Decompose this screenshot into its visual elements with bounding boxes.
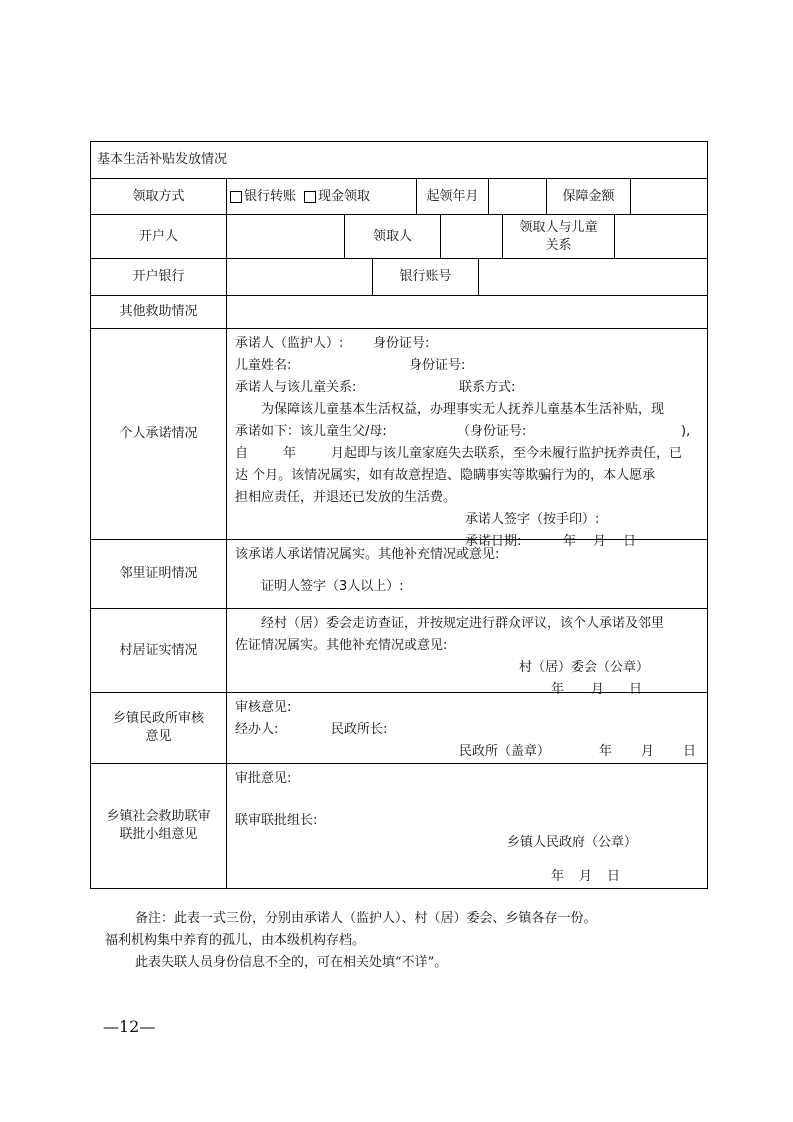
village-seal: 村（居）委会（公章）: [519, 660, 650, 675]
relation-label-line1: 领取人与儿童: [519, 219, 598, 235]
village-p2: 佐证情况属实。其他补充情况或意见:: [235, 638, 448, 653]
civil-label: [91, 693, 227, 763]
page-number: —12—: [103, 1017, 156, 1036]
pledge-p3-a: 自: [235, 446, 249, 461]
pledge-row: [91, 329, 707, 549]
method-row: [91, 179, 707, 215]
note-3: 此表失联人员身份信息不全的，可在相关处填“不详”。: [135, 955, 448, 970]
joint-year: 年: [551, 869, 565, 884]
joint-seal: 乡镇人民政府（公章）: [507, 835, 638, 850]
relation-label: [503, 215, 615, 258]
pledge-date-day: 日: [623, 534, 637, 549]
neighbor-sign: 证明人签字（3人以上）:: [261, 579, 404, 594]
joint-label: [91, 764, 227, 888]
pledge-p2-a: 承诺如下：该儿童生父/母:: [235, 424, 387, 439]
pledge-p5: 担相应责任，并退还已发放的生活费。: [235, 490, 457, 505]
civil-content: [227, 693, 707, 763]
bank-row: [91, 259, 707, 296]
relation-pledge-label: 承诺人与该儿童关系:: [235, 380, 357, 395]
account-no-label: 银行账号: [373, 259, 479, 295]
pledge-date-month: 月: [593, 534, 607, 549]
village-year: 年: [551, 682, 565, 697]
method-label: 领取方式: [91, 179, 227, 214]
cash-checkbox[interactable]: [304, 191, 316, 203]
pledge-p3-b: 年: [283, 446, 297, 461]
joint-label-line2: 联批小组意见: [119, 827, 198, 842]
start-month-field[interactable]: [489, 179, 547, 214]
civil-label-line1: 乡镇民政所审核: [112, 711, 204, 727]
pledge-p3-c: 月起即与该儿童家庭失去联系，至今未履行监护抚养责任，已: [331, 446, 683, 461]
neighbor-label: 邻里证明情况: [91, 540, 227, 608]
holder-field[interactable]: [227, 215, 345, 258]
notes: [105, 908, 715, 974]
joint-leader: 联审联批组长:: [235, 813, 318, 828]
holder-label: 开户人: [91, 215, 227, 258]
civil-year: 年: [599, 744, 613, 759]
pledge-p1: 为保障该儿童基本生活权益，办理事实无人抚养儿童基本生活补贴，现: [261, 402, 665, 417]
civil-review: 审核意见:: [235, 700, 292, 715]
joint-approve: 审批意见:: [235, 771, 292, 786]
amount-label: 保障金额: [547, 179, 631, 214]
assistance-form: [90, 141, 708, 889]
relation-label-line2: 关系: [545, 237, 572, 253]
amount-field[interactable]: [631, 179, 707, 214]
subsidy-header: 基本生活补贴发放情况: [97, 152, 228, 168]
bank-transfer-label: 银行转账: [244, 188, 297, 204]
subsidy-header-row: [91, 142, 707, 179]
village-content: [227, 609, 707, 697]
village-p1: 经村（居）委会走访查证，并按规定进行群众评议，该个人承诺及邻里: [261, 616, 665, 631]
civil-handler: 经办人:: [235, 722, 279, 737]
village-label: 村居证实情况: [91, 609, 227, 692]
account-row: [91, 215, 707, 259]
civil-director: 民政所长:: [331, 722, 388, 737]
joint-label-line1: 乡镇社会救助联审: [106, 809, 211, 825]
receiver-field[interactable]: [441, 215, 503, 258]
pledge-date-year: 年: [563, 534, 577, 549]
pledge-date-label: 承诺日期:: [465, 534, 522, 549]
civil-row: [91, 693, 707, 764]
pledge-content: [227, 329, 707, 549]
pledge-p2-b: （身份证号:: [457, 424, 527, 439]
civil-seal: 民政所（盖章）: [459, 744, 551, 759]
village-row: [91, 609, 707, 697]
child-name-label: 儿童姓名:: [235, 358, 292, 373]
joint-content: [227, 764, 707, 888]
contact-label: 联系方式:: [459, 380, 516, 395]
neighbor-content: [227, 540, 707, 608]
guardian-label: 承诺人（监护人）:: [235, 336, 344, 351]
note-2: 福利机构集中养育的孤儿，由本级机构存档。: [105, 933, 366, 948]
bank-transfer-checkbox[interactable]: [230, 191, 242, 203]
pledge-sign-label: 承诺人签字（按手印）:: [465, 512, 600, 527]
joint-row: [91, 764, 707, 888]
village-month: 月: [591, 682, 605, 697]
bank-field[interactable]: [227, 259, 373, 295]
note-1: 备注：此表一式三份，分别由承诺人（监护人）、村（居）委会、乡镇各存一份。: [135, 911, 597, 926]
civil-month: 月: [641, 744, 655, 759]
other-label: 其他救助情况: [91, 296, 227, 328]
other-field[interactable]: [227, 296, 707, 328]
pledge-p2-c: ),: [681, 424, 691, 439]
neighbor-row: [91, 540, 707, 609]
joint-day: 日: [607, 869, 621, 884]
other-row: [91, 296, 707, 329]
receiver-label: 领取人: [345, 215, 441, 258]
pledge-p4: 达 个月。该情况属实，如有故意捏造、隐瞒事实等欺骗行为的，本人愿承: [235, 468, 656, 483]
cash-label: 现金领取: [318, 188, 371, 204]
bank-label: 开户银行: [91, 259, 227, 295]
neighbor-text: 该承诺人承诺情况属实。其他补充情况或意见:: [235, 547, 500, 562]
civil-day: 日: [683, 744, 697, 759]
civil-label-line2: 意见: [145, 729, 172, 744]
relation-field[interactable]: [615, 215, 707, 258]
account-no-field[interactable]: [479, 259, 707, 295]
village-day: 日: [629, 682, 643, 697]
guardian-id-label: 身份证号:: [373, 336, 430, 351]
pledge-label: 个人承诺情况: [91, 329, 227, 539]
start-month-label: 起领年月: [417, 179, 489, 214]
child-id-label: 身份证号:: [409, 358, 466, 373]
method-options: [227, 179, 417, 214]
joint-month: 月: [579, 869, 593, 884]
